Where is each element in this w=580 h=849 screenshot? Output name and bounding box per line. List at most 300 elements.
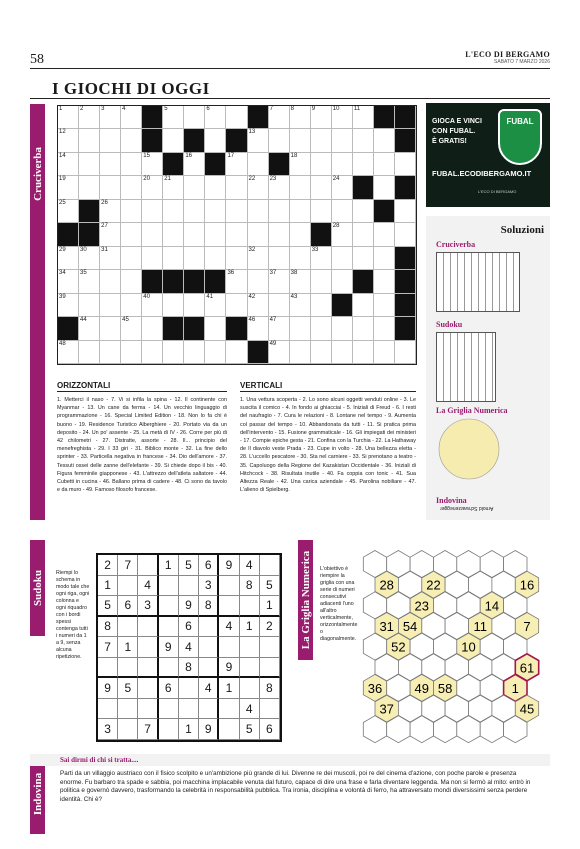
crossword-cell[interactable] xyxy=(163,341,184,364)
crossword-cell[interactable] xyxy=(58,153,79,176)
crossword-cell[interactable] xyxy=(58,247,79,270)
crossword-clue-number: 39 xyxy=(59,293,66,300)
crossword-cell[interactable] xyxy=(290,247,311,270)
crossword-cell[interactable] xyxy=(248,200,269,223)
sudoku-given-cell: 5 xyxy=(118,678,138,699)
sudoku-given-cell: 2 xyxy=(98,555,118,576)
crossword-clue-number: 37 xyxy=(269,270,277,277)
hex-number: 7 xyxy=(523,618,531,634)
crossword-cell[interactable] xyxy=(205,223,226,246)
crossword-cell[interactable] xyxy=(395,223,416,246)
crossword-clue-number: 36 xyxy=(227,270,235,277)
crossword-cell[interactable] xyxy=(142,317,163,340)
crossword-cell[interactable] xyxy=(269,176,290,199)
crossword-cell[interactable] xyxy=(311,153,332,176)
crossword-cell[interactable] xyxy=(58,200,79,223)
hex-number: 1 xyxy=(511,680,519,696)
crossword-cell[interactable] xyxy=(205,341,226,364)
sudoku-given-cell: 3 xyxy=(98,719,118,740)
crossword-cell[interactable] xyxy=(79,294,100,317)
ad-url[interactable]: FUBAL.ECODIBERGAMO.IT xyxy=(432,169,532,178)
crossword-cell[interactable] xyxy=(184,223,205,246)
crossword-cell[interactable] xyxy=(269,106,290,129)
verticali-rule xyxy=(240,391,416,392)
fubal-ad[interactable] xyxy=(426,103,550,207)
hex-number: 58 xyxy=(437,680,453,696)
crossword-cell[interactable] xyxy=(163,106,184,129)
crossword-black-cell xyxy=(142,106,163,129)
crossword-cell[interactable] xyxy=(311,294,332,317)
sudoku-empty-cell[interactable] xyxy=(199,658,219,679)
crossword-cell[interactable] xyxy=(332,270,353,293)
crossword-cell[interactable] xyxy=(290,270,311,293)
griglia-hex-grid xyxy=(360,548,550,744)
crossword-cell[interactable] xyxy=(311,247,332,270)
crossword-cell[interactable] xyxy=(226,153,247,176)
crossword-cell[interactable] xyxy=(395,153,416,176)
hex-number: 36 xyxy=(367,680,383,696)
sudoku-given-cell: 9 xyxy=(219,658,239,679)
crossword-clue-number: 47 xyxy=(269,317,277,324)
crossword-clue-number: 24 xyxy=(332,176,340,183)
crossword-black-cell xyxy=(184,317,205,340)
indovina-question: Sai dirmi di chi si tratta.... xyxy=(60,756,139,764)
crossword-cell[interactable] xyxy=(374,129,395,152)
cruciverba-tab xyxy=(30,104,45,520)
crossword-clue-number: 14 xyxy=(59,152,66,159)
crossword-clue-number: 25 xyxy=(59,199,66,206)
masthead xyxy=(465,50,550,65)
crossword-black-cell xyxy=(395,247,416,270)
crossword-cell[interactable] xyxy=(142,153,163,176)
crossword-cell[interactable] xyxy=(100,341,121,364)
sudoku-empty-cell[interactable] xyxy=(179,678,199,699)
crossword-cell[interactable] xyxy=(100,153,121,176)
sudoku-empty-cell[interactable] xyxy=(219,719,239,740)
crossword-cell[interactable] xyxy=(332,129,353,152)
crossword-black-cell xyxy=(58,317,79,340)
sudoku-empty-cell[interactable] xyxy=(98,699,118,720)
crossword-cell[interactable] xyxy=(121,106,142,129)
crossword-cell[interactable] xyxy=(184,106,205,129)
crossword-cell[interactable] xyxy=(79,341,100,364)
sudoku-empty-cell[interactable] xyxy=(118,719,138,740)
fubal-shield-logo xyxy=(498,109,542,165)
crossword-black-cell xyxy=(374,200,395,223)
crossword-clue-number: 1 xyxy=(59,106,63,112)
crossword-black-cell xyxy=(269,153,290,176)
crossword-black-cell xyxy=(374,106,395,129)
crossword-cell[interactable] xyxy=(269,294,290,317)
crossword-cell[interactable] xyxy=(226,176,247,199)
crossword-cell[interactable] xyxy=(100,317,121,340)
crossword-black-cell xyxy=(395,270,416,293)
crossword-cell[interactable] xyxy=(311,200,332,223)
crossword-cell[interactable] xyxy=(58,270,79,293)
sudoku-given-cell: 8 xyxy=(240,576,260,597)
sudoku-empty-cell[interactable] xyxy=(199,637,219,658)
crossword-cell[interactable] xyxy=(184,294,205,317)
crossword-cell[interactable] xyxy=(100,176,121,199)
crossword-cell[interactable] xyxy=(374,294,395,317)
crossword-cell[interactable] xyxy=(121,129,142,152)
crossword-clue-number: 32 xyxy=(248,246,256,253)
sudoku-empty-cell[interactable] xyxy=(159,699,179,720)
crossword-cell[interactable] xyxy=(142,341,163,364)
crossword-cell[interactable] xyxy=(311,106,332,129)
solution-cruciverba-heading: Cruciverba xyxy=(436,240,476,249)
sudoku-tab-label: Sudoku xyxy=(31,569,44,607)
crossword-cell[interactable] xyxy=(184,153,205,176)
sudoku-grid xyxy=(96,553,282,742)
crossword-clue-number: 15 xyxy=(143,152,150,159)
hex-number: 16 xyxy=(519,577,535,593)
crossword-cell[interactable] xyxy=(353,223,374,246)
sudoku-given-cell: 1 xyxy=(159,555,179,576)
crossword-clue-number: 30 xyxy=(80,246,87,253)
sudoku-empty-cell[interactable] xyxy=(118,576,138,597)
sudoku-given-cell: 5 xyxy=(179,555,199,576)
crossword-cell[interactable] xyxy=(79,106,100,129)
sudoku-empty-cell[interactable] xyxy=(138,617,158,638)
crossword-cell[interactable] xyxy=(248,317,269,340)
crossword-cell[interactable] xyxy=(184,200,205,223)
sudoku-empty-cell[interactable] xyxy=(240,637,260,658)
newspaper-brand: L'ECO DI BERGAMO xyxy=(465,50,550,59)
sudoku-empty-cell[interactable] xyxy=(159,617,179,638)
crossword-cell[interactable] xyxy=(269,270,290,293)
sudoku-given-cell: 6 xyxy=(179,617,199,638)
sudoku-empty-cell[interactable] xyxy=(179,576,199,597)
sudoku-given-cell: 6 xyxy=(260,719,280,740)
crossword-cell[interactable] xyxy=(142,200,163,223)
crossword-cell[interactable] xyxy=(205,106,226,129)
sudoku-empty-cell[interactable] xyxy=(219,637,239,658)
crossword-cell[interactable] xyxy=(163,247,184,270)
sudoku-given-cell: 8 xyxy=(98,617,118,638)
crossword-cell[interactable] xyxy=(121,341,142,364)
crossword-clue-number: 48 xyxy=(59,340,66,347)
crossword-cell[interactable] xyxy=(226,294,247,317)
crossword-black-cell xyxy=(184,270,205,293)
crossword-cell[interactable] xyxy=(374,270,395,293)
crossword-clue-number: 23 xyxy=(269,176,277,183)
sudoku-empty-cell[interactable] xyxy=(138,555,158,576)
crossword-cell[interactable] xyxy=(121,200,142,223)
crossword-cell[interactable] xyxy=(100,129,121,152)
sudoku-empty-cell[interactable] xyxy=(240,658,260,679)
crossword-cell[interactable] xyxy=(79,270,100,293)
crossword-cell[interactable] xyxy=(353,106,374,129)
crossword-cell[interactable] xyxy=(374,223,395,246)
crossword-clue-number: 49 xyxy=(269,340,277,347)
sudoku-given-cell: 7 xyxy=(98,637,118,658)
crossword-cell[interactable] xyxy=(100,294,121,317)
crossword-cell[interactable] xyxy=(121,270,142,293)
crossword-cell[interactable] xyxy=(226,270,247,293)
crossword-cell[interactable] xyxy=(79,247,100,270)
crossword-cell[interactable] xyxy=(311,270,332,293)
crossword-cell[interactable] xyxy=(205,294,226,317)
sudoku-empty-cell[interactable] xyxy=(240,596,260,617)
crossword-clue-number: 20 xyxy=(143,176,150,183)
crossword-cell[interactable] xyxy=(79,317,100,340)
page-number: 58 xyxy=(30,52,44,67)
sudoku-empty-cell[interactable] xyxy=(260,658,280,679)
crossword-cell[interactable] xyxy=(395,341,416,364)
sudoku-empty-cell[interactable] xyxy=(118,617,138,638)
crossword-cell[interactable] xyxy=(58,341,79,364)
crossword-clue-number: 4 xyxy=(122,106,126,112)
sudoku-empty-cell[interactable] xyxy=(138,658,158,679)
crossword-cell[interactable] xyxy=(269,129,290,152)
hex-number: 10 xyxy=(461,639,476,655)
crossword-clue-number: 7 xyxy=(269,106,273,112)
crossword-cell[interactable] xyxy=(163,200,184,223)
crossword-black-cell xyxy=(395,317,416,340)
crossword-cell[interactable] xyxy=(332,200,353,223)
crossword-black-cell xyxy=(353,270,374,293)
sudoku-given-cell: 1 xyxy=(98,576,118,597)
sudoku-instructions: Riempi lo schema in modo tale che ogni riga, ogni colonna e ogni riquadro con i bordi spessi contenga tutti i numeri da 1 a 9, senza alcuna ripetizione. xyxy=(56,570,90,660)
hex-number: 49 xyxy=(414,680,429,696)
crossword-cell[interactable] xyxy=(142,223,163,246)
solution-sudoku-thumb xyxy=(436,332,496,402)
crossword-cell[interactable] xyxy=(353,200,374,223)
solution-crossword-thumb xyxy=(436,252,520,312)
solutions-panel xyxy=(426,216,550,520)
hex-number: 52 xyxy=(391,639,406,655)
sudoku-empty-cell[interactable] xyxy=(138,699,158,720)
crossword-clue-number: 35 xyxy=(80,270,87,277)
crossword-cell[interactable] xyxy=(374,247,395,270)
crossword-cell[interactable] xyxy=(100,223,121,246)
crossword-cell[interactable] xyxy=(163,176,184,199)
crossword-clue-number: 19 xyxy=(59,176,66,183)
crossword-cell[interactable] xyxy=(269,200,290,223)
crossword-cell[interactable] xyxy=(374,341,395,364)
crossword-cell[interactable] xyxy=(332,247,353,270)
crossword-clue-number: 27 xyxy=(101,223,108,230)
sudoku-given-cell: 6 xyxy=(118,596,138,617)
crossword-cell[interactable] xyxy=(269,247,290,270)
sudoku-empty-cell[interactable] xyxy=(219,596,239,617)
hex-number: 22 xyxy=(426,577,441,593)
crossword-cell[interactable] xyxy=(58,106,79,129)
crossword-cell[interactable] xyxy=(184,247,205,270)
crossword-cell[interactable] xyxy=(353,247,374,270)
crossword-cell[interactable] xyxy=(311,317,332,340)
crossword-black-cell xyxy=(248,341,269,364)
sudoku-given-cell: 4 xyxy=(240,699,260,720)
crossword-cell[interactable] xyxy=(353,153,374,176)
crossword-cell[interactable] xyxy=(374,317,395,340)
crossword-cell[interactable] xyxy=(374,176,395,199)
crossword-cell[interactable] xyxy=(226,223,247,246)
crossword-cell[interactable] xyxy=(248,176,269,199)
crossword-black-cell xyxy=(395,106,416,129)
crossword-cell[interactable] xyxy=(269,317,290,340)
crossword-clue-number: 8 xyxy=(290,106,294,112)
crossword-black-cell xyxy=(226,129,247,152)
crossword-cell[interactable] xyxy=(226,247,247,270)
crossword-cell[interactable] xyxy=(184,176,205,199)
sudoku-given-cell: 9 xyxy=(199,719,219,740)
crossword-cell[interactable] xyxy=(100,247,121,270)
crossword-cell[interactable] xyxy=(332,153,353,176)
crossword-cell[interactable] xyxy=(100,270,121,293)
crossword-cell[interactable] xyxy=(100,106,121,129)
crossword-cell[interactable] xyxy=(226,341,247,364)
crossword-cell[interactable] xyxy=(290,106,311,129)
crossword-cell[interactable] xyxy=(248,129,269,152)
crossword-black-cell xyxy=(79,200,100,223)
crossword-cell[interactable] xyxy=(205,176,226,199)
crossword-cell[interactable] xyxy=(290,341,311,364)
crossword-cell[interactable] xyxy=(290,223,311,246)
crossword-cell[interactable] xyxy=(163,294,184,317)
sudoku-given-cell: 9 xyxy=(179,596,199,617)
crossword-cell[interactable] xyxy=(205,200,226,223)
crossword-cell[interactable] xyxy=(121,153,142,176)
crossword-cell[interactable] xyxy=(58,129,79,152)
sudoku-empty-cell[interactable] xyxy=(159,658,179,679)
crossword-cell[interactable] xyxy=(269,341,290,364)
sudoku-empty-cell[interactable] xyxy=(240,678,260,699)
crossword-black-cell xyxy=(248,106,269,129)
crossword-black-cell xyxy=(142,270,163,293)
crossword-clue-number: 21 xyxy=(164,176,171,183)
sudoku-empty-cell[interactable] xyxy=(118,658,138,679)
crossword-cell[interactable] xyxy=(311,341,332,364)
crossword-cell[interactable] xyxy=(353,294,374,317)
crossword-cell[interactable] xyxy=(290,129,311,152)
crossword-cell[interactable] xyxy=(163,129,184,152)
indovina-tab-label: Indovina xyxy=(31,772,44,816)
crossword-cell[interactable] xyxy=(332,106,353,129)
crossword-cell[interactable] xyxy=(332,176,353,199)
crossword-cell[interactable] xyxy=(100,200,121,223)
crossword-cell[interactable] xyxy=(248,294,269,317)
crossword-cell[interactable] xyxy=(332,341,353,364)
sudoku-empty-cell[interactable] xyxy=(159,596,179,617)
crossword-cell[interactable] xyxy=(374,153,395,176)
crossword-cell[interactable] xyxy=(79,176,100,199)
hex-number: 61 xyxy=(519,660,535,676)
hex-number: 31 xyxy=(379,618,394,634)
crossword-cell[interactable] xyxy=(142,294,163,317)
crossword-cell[interactable] xyxy=(142,176,163,199)
crossword-cell[interactable] xyxy=(121,176,142,199)
crossword-cell[interactable] xyxy=(290,294,311,317)
sudoku-empty-cell[interactable] xyxy=(98,658,118,679)
crossword-clue-number: 45 xyxy=(122,317,129,324)
crossword-clue-number: 38 xyxy=(290,270,298,277)
crossword-black-cell xyxy=(58,223,79,246)
ad-line-3: È GRATIS! xyxy=(432,138,467,145)
crossword-cell[interactable] xyxy=(248,223,269,246)
sudoku-empty-cell[interactable] xyxy=(159,576,179,597)
crossword-cell[interactable] xyxy=(121,294,142,317)
crossword-cell[interactable] xyxy=(248,153,269,176)
orizzontali-rule xyxy=(57,391,227,392)
crossword-cell[interactable] xyxy=(79,129,100,152)
indovina-text: Parti da un villaggio austriaco con il fisico scolpito e un'ambizione più grande di lui. Divenne re dei muscoli, poi re del cinema d'azione, con poche parole e presenza enorme. Fu barbaro tra spade e sabbia, poi macchina implacabile venuta dal futuro, capace di dire una frase e farla diventare leggenda. Ma non si fermò al mito: entrò in politica e governò davvero, trasformando la celebrità in responsabilità pubblica. Tra ironia, disciplina e volontà di ferro, ha attraversato mondi diversissimi senza perdere identità. Chi è? xyxy=(60,770,531,803)
crossword-cell[interactable] xyxy=(205,317,226,340)
crossword-cell[interactable] xyxy=(226,200,247,223)
crossword-clue-number: 6 xyxy=(206,106,210,112)
crossword-cell[interactable] xyxy=(332,223,353,246)
crossword-cell[interactable] xyxy=(142,247,163,270)
sudoku-empty-cell[interactable] xyxy=(138,678,158,699)
crossword-cell[interactable] xyxy=(184,341,205,364)
crossword-clue-number: 17 xyxy=(227,152,235,159)
crossword-cell[interactable] xyxy=(121,247,142,270)
crossword-clue-number: 29 xyxy=(59,246,66,253)
crossword-cell[interactable] xyxy=(332,317,353,340)
crossword-cell[interactable] xyxy=(248,270,269,293)
orizzontali-heading: ORIZZONTALI xyxy=(57,381,111,390)
sudoku-empty-cell[interactable] xyxy=(219,576,239,597)
sudoku-given-cell: 1 xyxy=(219,678,239,699)
crossword-cell[interactable] xyxy=(205,129,226,152)
crossword-clue-number: 43 xyxy=(290,293,298,300)
crossword-cell[interactable] xyxy=(248,247,269,270)
ad-brand: FUBAL xyxy=(506,117,534,126)
crossword-cell[interactable] xyxy=(205,247,226,270)
sudoku-empty-cell[interactable] xyxy=(260,555,280,576)
solutions-title: Soluzioni xyxy=(500,224,544,236)
sudoku-empty-cell[interactable] xyxy=(159,719,179,740)
crossword-cell[interactable] xyxy=(58,294,79,317)
crossword-black-cell xyxy=(205,153,226,176)
crossword-cell[interactable] xyxy=(353,317,374,340)
sudoku-empty-cell[interactable] xyxy=(219,699,239,720)
crossword-cell[interactable] xyxy=(121,223,142,246)
sudoku-empty-cell[interactable] xyxy=(199,617,219,638)
crossword-cell[interactable] xyxy=(121,317,142,340)
ad-small-print: L'ECO DI BERGAMO xyxy=(478,189,517,194)
sudoku-given-cell: 1 xyxy=(179,719,199,740)
crossword-cell[interactable] xyxy=(163,223,184,246)
crossword-clue-number: 10 xyxy=(332,106,340,112)
sudoku-given-cell: 3 xyxy=(138,596,158,617)
sudoku-empty-cell[interactable] xyxy=(260,637,280,658)
crossword-cell[interactable] xyxy=(395,200,416,223)
crossword-cell[interactable] xyxy=(290,200,311,223)
crossword-cell[interactable] xyxy=(311,176,332,199)
crossword-cell[interactable] xyxy=(58,176,79,199)
crossword-cell[interactable] xyxy=(311,129,332,152)
sudoku-empty-cell[interactable] xyxy=(260,699,280,720)
sudoku-empty-cell[interactable] xyxy=(199,699,219,720)
crossword-cell[interactable] xyxy=(269,223,290,246)
crossword-cell[interactable] xyxy=(79,153,100,176)
page-title: I GIOCHI DI OGGI xyxy=(52,79,210,98)
hex-number: 54 xyxy=(402,618,418,634)
crossword-cell[interactable] xyxy=(353,129,374,152)
verticali-clues: 1. Una vettura scoperta - 2. Lo sono alcuni oggetti venduti online - 3. Le suscita il comico - 4. In fondo ai ghiacciai - 5. Iniziali di Freud - 6. I resti del naufragio - 7. Cura le relazioni - 8. Lontane nel tempo - 9. Aumenta col passar del tempo - 10. Abbandonata da tutti - 11. Si pratica prima dell'intervento - 15. Fusione grammaticale - 16. Gli impiegati dei ministeri - 17. Compie epiche gesta - 21. Confina con la Turchia - 22. La Hathaway de Il diavolo veste Prada - 23. Cupe in volto - 28. Una bellezza eletta - 28. L'uccello pescatore - 30. Sta nel carniere - 33. Si prenotano a teatro - 35. Capoluogo della Regione del Kazakistan Occidentale - 36. Iniziali di Hitchcock - 38. Risultata inutile - 40. Fa coppia con tonic - 41. Sua Altezza Reale - 42. Una carica aziendale - 45. Parolina nobiliare - 47. L'alieno di Spielberg. xyxy=(240,397,416,494)
crossword-cell[interactable] xyxy=(290,176,311,199)
sudoku-empty-cell[interactable] xyxy=(118,699,138,720)
crossword-cell[interactable] xyxy=(290,153,311,176)
crossword-cell[interactable] xyxy=(226,106,247,129)
sudoku-empty-cell[interactable] xyxy=(138,637,158,658)
crossword-cell[interactable] xyxy=(290,317,311,340)
crossword-cell[interactable] xyxy=(353,341,374,364)
griglia-instructions: L'obiettivo è riempire la griglia con una serie di numeri consecutivi adiacenti l'uno all'altro verticalmente, orizzontalmente o diagonalmente. xyxy=(320,566,358,642)
sudoku-empty-cell[interactable] xyxy=(179,699,199,720)
